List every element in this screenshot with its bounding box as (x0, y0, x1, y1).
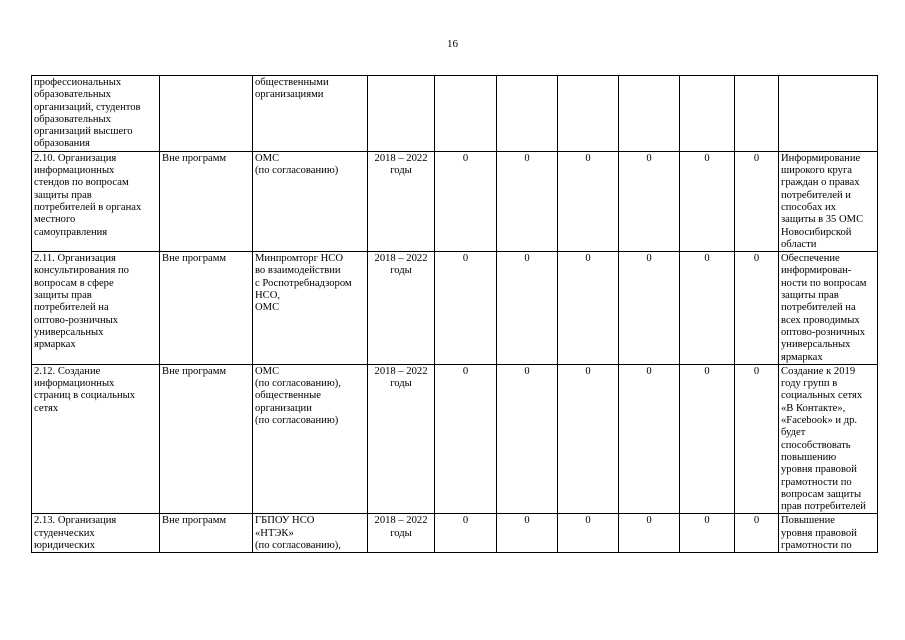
executor-cell: ОМС (по согласованию), общественные организации (по согласованию) (253, 364, 368, 514)
value-cell: 0 (619, 514, 680, 553)
period-cell: 2018 – 2022 годы (368, 252, 435, 365)
value-cell (558, 76, 619, 152)
period-cell: 2018 – 2022 годы (368, 514, 435, 553)
table-row (32, 364, 878, 514)
value-cell: 0 (735, 252, 779, 365)
value-cell: 0 (558, 151, 619, 251)
executor-cell: ГБПОУ НСО «НТЭК» (по согласованию), (253, 514, 368, 553)
period-cell: 2018 – 2022 годы (368, 364, 435, 514)
executor-cell: ОМС (по согласованию) (253, 151, 368, 251)
value-cell: 0 (558, 514, 619, 553)
table-row (32, 252, 878, 365)
value-cell: 0 (558, 364, 619, 514)
value-cell: 0 (680, 252, 735, 365)
measures-table (31, 75, 878, 553)
value-cell: 0 (497, 151, 558, 251)
activity-cell: 2.11. Организация консультирования по вопросам в сфере защиты прав потребителей на оптово-розничных универсальных ярмарках (32, 252, 160, 365)
value-cell: 0 (680, 151, 735, 251)
value-cell (735, 76, 779, 152)
period-cell (368, 76, 435, 152)
funding-source-cell: Вне программ (160, 514, 253, 553)
value-cell: 0 (619, 252, 680, 365)
activity-cell: 2.12. Создание информационных страниц в социальных сетях (32, 364, 160, 514)
value-cell: 0 (497, 364, 558, 514)
value-cell (680, 76, 735, 152)
table-row (32, 76, 878, 152)
result-cell (779, 76, 878, 152)
activity-cell: 2.13. Организация студенческих юридических (32, 514, 160, 553)
value-cell: 0 (619, 364, 680, 514)
funding-source-cell (160, 76, 253, 152)
result-cell: Информирование широкого круга граждан о правах потребителей и способах их защиты в 35 ОМС Новосибирской области (779, 151, 878, 251)
value-cell: 0 (735, 151, 779, 251)
value-cell: 0 (435, 252, 497, 365)
value-cell: 0 (558, 252, 619, 365)
value-cell: 0 (680, 514, 735, 553)
value-cell: 0 (497, 252, 558, 365)
value-cell (497, 76, 558, 152)
funding-source-cell: Вне программ (160, 151, 253, 251)
value-cell (619, 76, 680, 152)
table-row (32, 514, 878, 553)
period-cell: 2018 – 2022 годы (368, 151, 435, 251)
value-cell: 0 (497, 514, 558, 553)
value-cell: 0 (435, 151, 497, 251)
result-cell: Повышение уровня правовой грамотности по (779, 514, 878, 553)
activity-cell: 2.10. Организация информационных стендов по вопросам защиты прав потребителей в органах местного самоуправления (32, 151, 160, 251)
table-row (32, 151, 878, 251)
value-cell (435, 76, 497, 152)
value-cell: 0 (435, 364, 497, 514)
funding-source-cell: Вне программ (160, 252, 253, 365)
value-cell: 0 (680, 364, 735, 514)
result-cell: Обеспечение информирован- ности по вопросам защиты прав потребителей на всех проводимых оптово-розничных универсальных ярмарках (779, 252, 878, 365)
value-cell: 0 (435, 514, 497, 553)
value-cell: 0 (619, 151, 680, 251)
activity-cell: профессиональных образовательных организаций, студентов образовательных организаций высшего образования (32, 76, 160, 152)
funding-source-cell: Вне программ (160, 364, 253, 514)
executor-cell: Минпромторг НСО во взаимодействии с Роспотребнадзором НСО, ОМС (253, 252, 368, 365)
page-number: 16 (447, 38, 458, 50)
executor-cell: общественными организациями (253, 76, 368, 152)
result-cell: Создание к 2019 году групп в социальных сетях «В Контакте», «Facebook» и др. будет способствовать повышению уровня правовой грамотности по вопросам защиты прав потребителей (779, 364, 878, 514)
value-cell: 0 (735, 364, 779, 514)
value-cell: 0 (735, 514, 779, 553)
